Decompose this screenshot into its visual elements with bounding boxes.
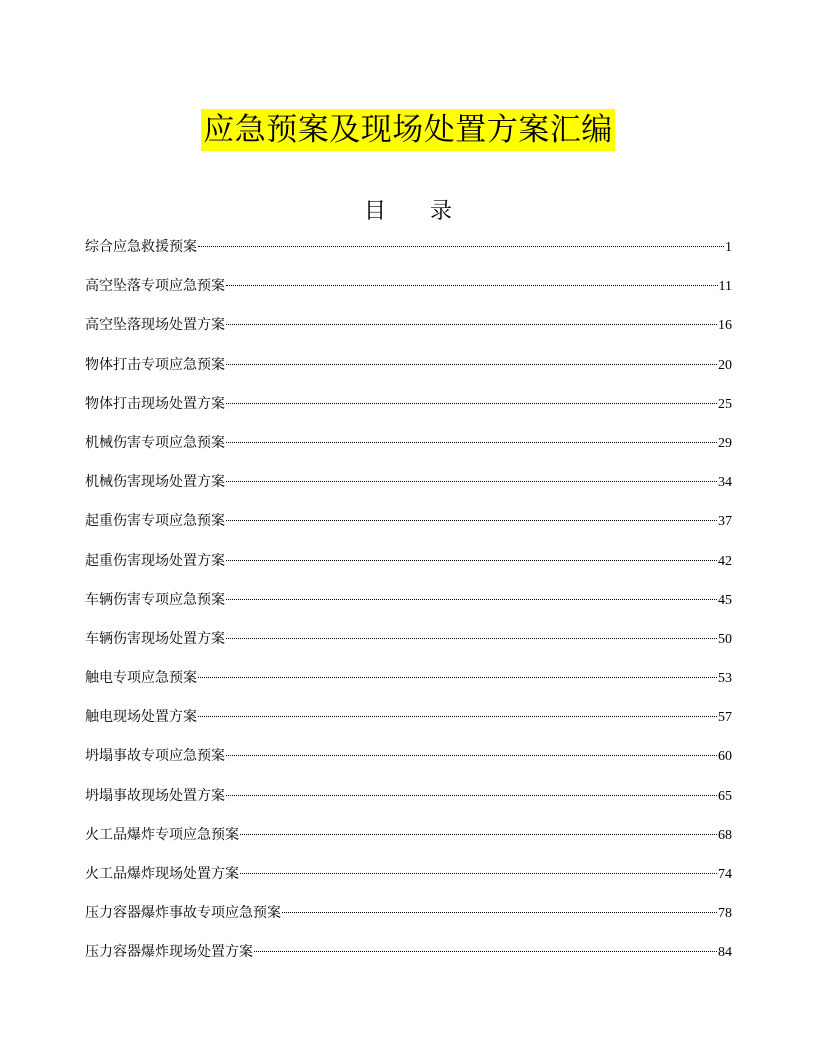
document-title: 应急预案及现场处置方案汇编: [201, 109, 615, 151]
toc-entry-label: 综合应急救援预案: [85, 239, 197, 255]
toc-dot-leader: [226, 481, 717, 482]
toc-entry[interactable]: [85, 550, 732, 589]
toc-entry[interactable]: [85, 471, 732, 510]
toc-entry[interactable]: [85, 863, 732, 902]
toc-entry-page-number: 84: [718, 945, 732, 961]
toc-entry[interactable]: [85, 745, 732, 784]
toc-entry-page-number: 50: [718, 631, 732, 647]
toc-entry-label: 坍塌事故专项应急预案: [85, 748, 225, 765]
toc-dot-leader: [254, 951, 717, 952]
toc-dot-leader: [198, 246, 724, 247]
toc-entry-page-number: 74: [718, 867, 732, 882]
toc-dot-leader: [226, 324, 717, 325]
toc-entry[interactable]: [85, 628, 732, 667]
toc-entry-page-number: 68: [718, 827, 732, 843]
toc-entry-page-number: 57: [718, 710, 732, 726]
toc-entry-page-number: 60: [718, 749, 732, 765]
toc-entry-label: 物体打击专项应急预案: [85, 356, 225, 373]
toc-entry-page-number: 20: [718, 357, 732, 373]
toc-entry-label: 压力容器爆炸现场处置方案: [85, 944, 253, 961]
toc-dot-leader: [226, 638, 717, 639]
toc-heading: 目 录: [363, 199, 452, 224]
toc-entry-label: 触电现场处置方案: [85, 709, 197, 726]
toc-dot-leader: [226, 442, 717, 443]
toc-dot-leader: [226, 520, 717, 521]
toc-dot-leader: [226, 560, 717, 561]
toc-entry-page-number: 25: [718, 396, 732, 412]
toc-entry[interactable]: [85, 275, 732, 314]
toc-entry-page-number: 42: [718, 553, 732, 569]
toc-entry[interactable]: [85, 393, 732, 432]
toc-entry-label: 车辆伤害现场处置方案: [85, 630, 225, 647]
toc-dot-leader: [226, 403, 717, 404]
toc-dot-leader: [198, 677, 717, 678]
toc-entry-page-number: 65: [718, 788, 732, 804]
toc-dot-leader: [282, 912, 717, 913]
toc-dot-leader: [198, 716, 717, 717]
toc-entry-label: 火工品爆炸现场处置方案: [85, 866, 239, 882]
toc-entry-page-number: 78: [718, 906, 732, 922]
toc-entry-label: 火工品爆炸专项应急预案: [85, 826, 239, 843]
toc-entry[interactable]: [85, 510, 732, 549]
toc-entry[interactable]: [85, 432, 732, 471]
toc-entry[interactable]: [85, 706, 732, 745]
toc-entry[interactable]: [85, 354, 732, 393]
toc-dot-leader: [226, 795, 717, 796]
toc-dot-leader: [226, 364, 717, 365]
toc-entry-label: 高空坠落专项应急预案: [85, 278, 225, 295]
toc-entry[interactable]: [85, 941, 732, 980]
toc-entry[interactable]: [85, 667, 732, 706]
toc-heading-block: [0, 197, 816, 227]
toc-entry[interactable]: [85, 589, 732, 628]
toc-entry-label: 触电专项应急预案: [85, 670, 197, 687]
toc-entry-label: 压力容器爆炸事故专项应急预案: [85, 905, 281, 922]
toc-entry-page-number: 37: [718, 514, 732, 530]
toc-entry-label: 坍塌事故现场处置方案: [85, 787, 225, 804]
toc-entry-label: 起重伤害现场处置方案: [85, 552, 225, 569]
toc-entry-page-number: 16: [718, 318, 732, 334]
toc-entry[interactable]: [85, 902, 732, 941]
toc-entry[interactable]: [85, 824, 732, 863]
toc-entry-label: 机械伤害现场处置方案: [85, 474, 225, 491]
toc-entry-page-number: 45: [718, 592, 732, 608]
toc-dot-leader: [226, 285, 718, 286]
toc-entry-page-number: 53: [718, 671, 732, 687]
toc-entry-label: 高空坠落现场处置方案: [85, 317, 225, 334]
toc-entry-label: 车辆伤害专项应急预案: [85, 591, 225, 608]
toc-entry-page-number: 34: [718, 475, 732, 491]
toc-entry-label: 起重伤害专项应急预案: [85, 513, 225, 530]
table-of-contents: [85, 236, 732, 981]
toc-dot-leader: [226, 755, 717, 756]
toc-entry-label: 机械伤害专项应急预案: [85, 434, 225, 451]
toc-entry-page-number: 1: [725, 240, 732, 255]
toc-dot-leader: [226, 599, 717, 600]
toc-entry[interactable]: [85, 785, 732, 824]
title-block: [0, 109, 816, 151]
toc-dot-leader: [240, 873, 717, 874]
toc-entry-page-number: 29: [718, 435, 732, 451]
toc-entry-label: 物体打击现场处置方案: [85, 395, 225, 412]
toc-entry-page-number: 11: [718, 279, 732, 295]
toc-entry[interactable]: [85, 314, 732, 353]
toc-dot-leader: [240, 834, 717, 835]
toc-entry[interactable]: [85, 236, 732, 275]
